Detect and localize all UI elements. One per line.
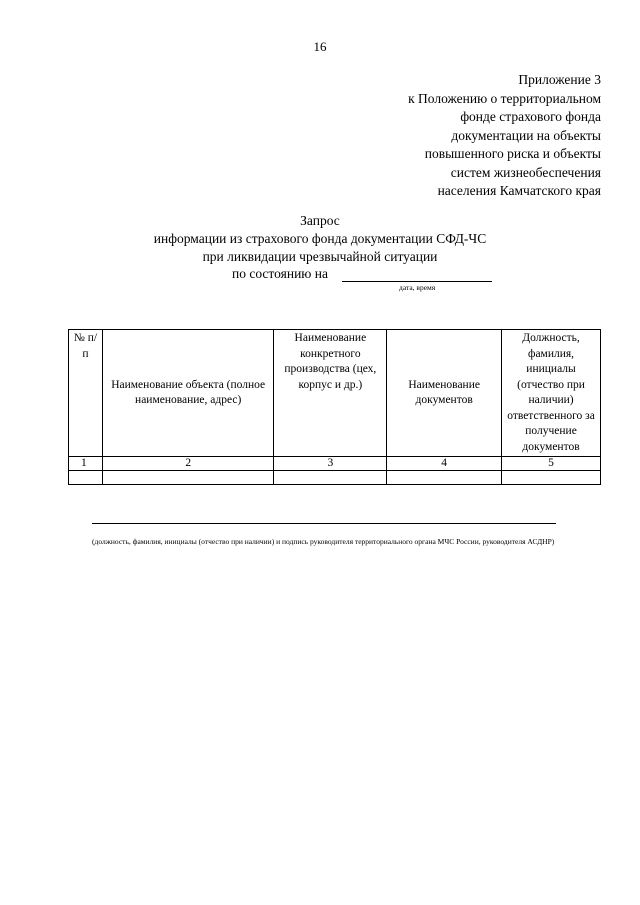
page-number: 16 xyxy=(313,39,327,54)
header-cell-number: № п/п xyxy=(69,330,103,457)
appendix-line: повышенного риска и объекты xyxy=(424,146,601,161)
table-cell[interactable] xyxy=(69,471,103,485)
appendix-line: к Положению о территориальном xyxy=(408,90,601,106)
table-cell[interactable] xyxy=(102,471,274,485)
column-number: 5 xyxy=(502,457,601,471)
request-table xyxy=(68,329,601,485)
request-title xyxy=(0,212,640,266)
request-title-line: при ликвидации чрезвычайной ситуации xyxy=(202,249,438,264)
table-cell[interactable] xyxy=(502,471,601,485)
table-row-empty[interactable] xyxy=(69,471,601,485)
date-hint: дата, время xyxy=(399,283,436,292)
appendix-line: фонде страхового фонда xyxy=(460,109,601,124)
appendix-line: систем жизнеобеспечения xyxy=(450,164,601,180)
table-header-row xyxy=(69,330,601,457)
column-number: 2 xyxy=(102,457,274,471)
header-cell-responsible: Должность, фамилия, инициалы (отчество при наличии) ответственного за получение документов xyxy=(502,330,601,457)
table-cell[interactable] xyxy=(387,471,502,485)
table-cell[interactable] xyxy=(274,471,387,485)
header-cell-documents: Наименование документов xyxy=(387,330,502,457)
column-number: 1 xyxy=(69,457,103,471)
header-cell-production: Наименование конкретного производства (цех, корпус и др.) xyxy=(274,330,387,457)
header-cell-object: Наименование объекта (полное наименование, адрес) xyxy=(102,330,274,457)
request-title-line: информации из страхового фонда документации СФД-ЧС xyxy=(153,231,487,246)
appendix-line: документации на объекты xyxy=(451,127,601,143)
appendix-line: населения Камчатского края xyxy=(437,183,601,198)
column-number: 4 xyxy=(387,457,502,471)
signature-note: (должность, фамилия, инициалы (отчество при наличии) и подпись руководителя территориального органа МЧС России, руководителя АСДНР) xyxy=(92,537,555,546)
table-row-numbers xyxy=(69,457,601,471)
column-number: 3 xyxy=(274,457,387,471)
appendix-block xyxy=(341,71,601,201)
request-title-line: Запрос xyxy=(300,213,340,228)
appendix-line: Приложение 3 xyxy=(518,72,601,87)
date-fill-line[interactable] xyxy=(342,281,492,282)
as-of-label: по состоянию на xyxy=(232,266,328,281)
signature-line[interactable] xyxy=(92,523,556,524)
